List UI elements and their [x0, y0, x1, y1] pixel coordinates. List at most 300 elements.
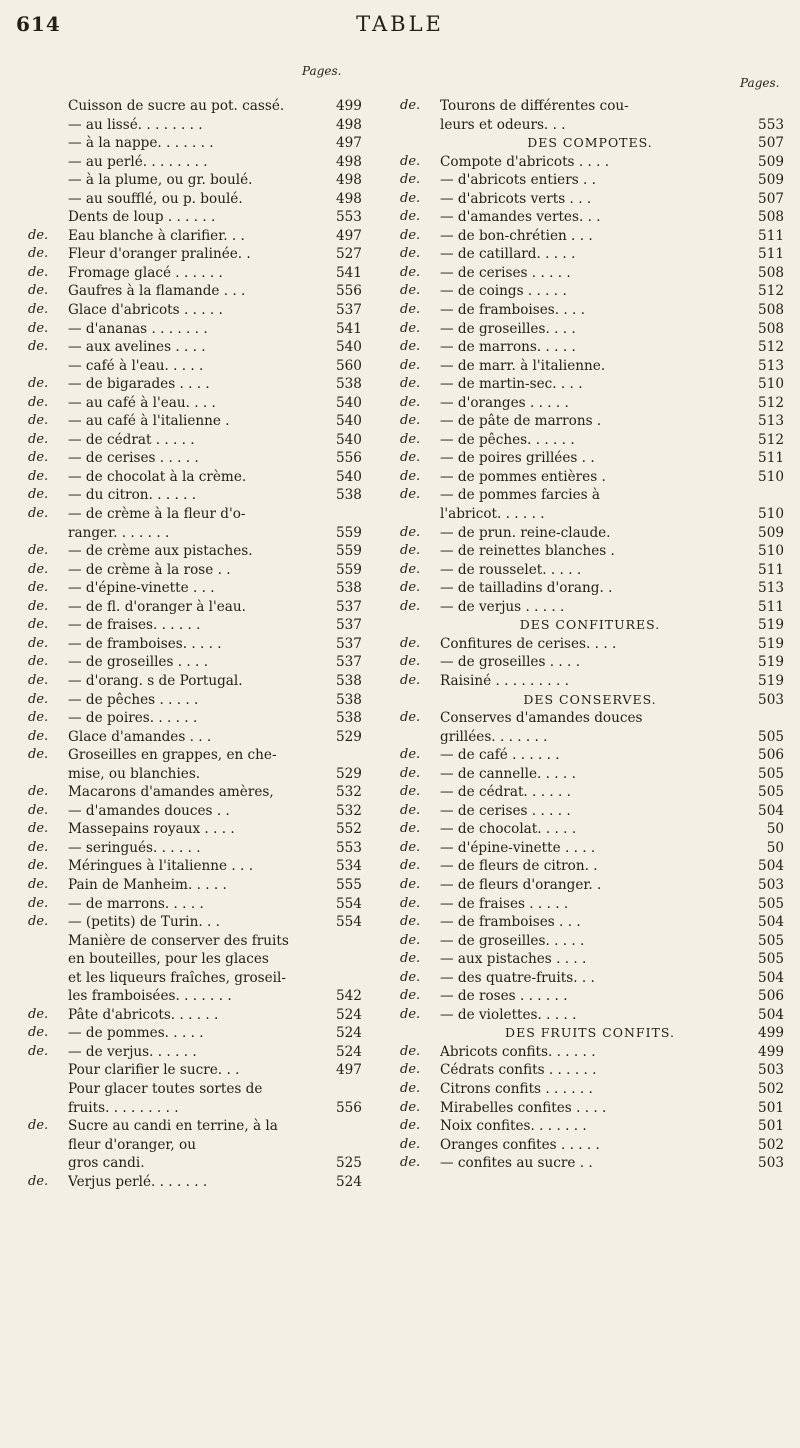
- ditto-mark: de.: [400, 654, 421, 670]
- index-entry: [400, 653, 784, 672]
- ditto-mark: de.: [400, 468, 421, 484]
- index-entry: [28, 1080, 380, 1099]
- entry-text: — de crème à la fleur d'o-: [68, 506, 246, 523]
- entry-text: — de cédrat. . . . . .: [440, 784, 571, 801]
- index-entry: [400, 468, 784, 487]
- index-entry: [28, 190, 380, 209]
- ditto-mark: de.: [28, 821, 49, 837]
- index-entry: [400, 969, 784, 988]
- ditto-mark: de.: [400, 839, 421, 855]
- index-entry: [28, 505, 380, 524]
- index-entry: [28, 691, 380, 710]
- entry-text: — (petits) de Turin. . .: [68, 914, 220, 931]
- ditto-mark: de.: [400, 431, 421, 447]
- entry-text: — de cannelle. . . . .: [440, 765, 576, 782]
- entry-page-number: 556: [336, 450, 362, 467]
- entry-page-number: 537: [336, 598, 362, 615]
- index-entry: [28, 542, 380, 561]
- ditto-mark: de.: [400, 1080, 421, 1096]
- entry-text: fruits. . . . . . . . .: [68, 1099, 179, 1116]
- entry-text: Abricots confits. . . . . .: [440, 1043, 596, 1060]
- entry-page-number: 503: [758, 876, 784, 893]
- entry-text: — d'épine-vinette . . . .: [440, 839, 596, 856]
- index-entry: [28, 449, 380, 468]
- entry-page-number: 540: [336, 339, 362, 356]
- index-entry: [400, 357, 784, 376]
- ditto-mark: de.: [28, 283, 49, 299]
- index-entry: [400, 561, 784, 580]
- entry-text: — de rousselet. . . . .: [440, 561, 582, 578]
- entry-page-number: 524: [336, 1006, 362, 1023]
- entry-text: mise, ou blanchies.: [68, 765, 201, 782]
- page-title: TABLE: [356, 12, 444, 36]
- index-entry: [400, 1117, 784, 1136]
- index-entry: [28, 116, 380, 135]
- ditto-mark: de.: [400, 710, 421, 726]
- entry-text: — de groseilles. . . .: [440, 320, 576, 337]
- entry-page-number: 504: [758, 858, 784, 875]
- entry-page-number: 510: [758, 376, 784, 393]
- entry-text: — de coings . . . . .: [440, 283, 567, 300]
- entry-page-number: 499: [758, 1043, 784, 1060]
- ditto-mark: de.: [28, 710, 49, 726]
- entry-text: — d'abricots entiers . .: [440, 172, 596, 189]
- index-entry: [28, 672, 380, 691]
- entry-page-number: 538: [336, 691, 362, 708]
- index-entry: [28, 524, 380, 543]
- index-entry: [400, 301, 784, 320]
- entry-text: — de cédrat . . . . .: [68, 431, 195, 448]
- index-entry: [400, 1154, 784, 1173]
- ditto-mark: de.: [400, 914, 421, 930]
- index-entry: [28, 412, 380, 431]
- entry-text: — de reinettes blanches .: [440, 543, 615, 560]
- index-entry: [400, 245, 784, 264]
- entry-text: — d'amandes douces . .: [68, 802, 230, 819]
- entry-text: — de fraises . . . . .: [440, 895, 569, 912]
- section-heading-text: DES FRUITS CONFITS.: [505, 1025, 675, 1041]
- index-entry: [400, 728, 784, 747]
- ditto-mark: de.: [28, 598, 49, 614]
- index-entry: [400, 264, 784, 283]
- ditto-mark: de.: [28, 1025, 49, 1041]
- index-entry: [28, 1173, 380, 1192]
- ditto-mark: de.: [28, 1043, 49, 1059]
- index-entry: [28, 765, 380, 784]
- ditto-mark: de.: [400, 858, 421, 874]
- ditto-mark: de.: [400, 413, 421, 429]
- entry-page-number: 497: [336, 135, 362, 152]
- entry-text: — de tailladins d'orang. .: [440, 580, 613, 597]
- ditto-mark: de.: [400, 209, 421, 225]
- index-entry: [400, 116, 784, 135]
- entry-text: gros candi.: [68, 1155, 145, 1172]
- index-entry: [28, 227, 380, 246]
- index-entry: [400, 97, 784, 116]
- entry-page-number: 505: [758, 951, 784, 968]
- entry-text: Glace d'abricots . . . . .: [68, 302, 223, 319]
- entry-text: — de pommes farcies à: [440, 487, 601, 504]
- entry-page-number: 504: [758, 802, 784, 819]
- index-entry: [400, 895, 784, 914]
- index-entry: [28, 579, 380, 598]
- entry-text: Sucre au candi en terrine, à la: [68, 1118, 278, 1135]
- entry-page-number: 534: [336, 858, 362, 875]
- index-entry: [28, 301, 380, 320]
- index-entry: [28, 709, 380, 728]
- index-entry: [28, 375, 380, 394]
- ditto-mark: de.: [28, 784, 49, 800]
- index-entry: [400, 375, 784, 394]
- ditto-mark: de.: [400, 246, 421, 262]
- index-entry: [400, 1099, 784, 1118]
- entry-text: — café à l'eau. . . . .: [68, 357, 204, 374]
- entry-page-number: 538: [336, 710, 362, 727]
- ditto-mark: de.: [400, 543, 421, 559]
- index-entry: [400, 1006, 784, 1025]
- right-index-column: [400, 97, 784, 1173]
- entry-text: Raisiné . . . . . . . . .: [440, 672, 569, 689]
- index-entry: [28, 728, 380, 747]
- index-entry: [400, 338, 784, 357]
- index-entry: [28, 431, 380, 450]
- entry-text: — de chocolat. . . . .: [440, 821, 577, 838]
- index-entry: [28, 820, 380, 839]
- index-entry: [400, 486, 784, 505]
- index-entry: [28, 1006, 380, 1025]
- ditto-mark: de.: [400, 1043, 421, 1059]
- entry-text: Mirabelles confites . . . .: [440, 1099, 607, 1116]
- ditto-mark: de.: [400, 1155, 421, 1171]
- ditto-mark: de.: [28, 802, 49, 818]
- entry-text: — de poires. . . . . .: [68, 710, 198, 727]
- entry-text: grillées. . . . . . .: [440, 728, 548, 745]
- entry-text: Gaufres à la flamande . . .: [68, 283, 246, 300]
- entry-page-number: 537: [336, 635, 362, 652]
- index-entry: [28, 598, 380, 617]
- entry-page-number: 553: [336, 839, 362, 856]
- entry-text: Groseilles en grappes, en che-: [68, 747, 277, 764]
- entry-page-number: 532: [336, 784, 362, 801]
- section-heading: [400, 1024, 784, 1043]
- entry-page-number: 541: [336, 320, 362, 337]
- entry-text: — de marrons. . . . .: [68, 895, 204, 912]
- entry-page-number: 511: [758, 561, 784, 578]
- entry-page-number: 524: [336, 1043, 362, 1060]
- entry-text: — de cerises . . . . .: [68, 450, 199, 467]
- index-entry: [28, 208, 380, 227]
- index-entry: [400, 227, 784, 246]
- ditto-mark: de.: [400, 1099, 421, 1115]
- index-entry: [28, 320, 380, 339]
- entry-text: — d'ananas . . . . . . .: [68, 320, 208, 337]
- index-entry: [400, 746, 784, 765]
- entry-page-number: 497: [336, 227, 362, 244]
- ditto-mark: de.: [400, 264, 421, 280]
- entry-page-number: 505: [758, 932, 784, 949]
- entry-text: — de groseilles . . . .: [440, 654, 581, 671]
- entry-text: en bouteilles, pour les glaces: [68, 951, 269, 968]
- index-entry: [28, 616, 380, 635]
- entry-text: — de groseilles . . . .: [68, 654, 209, 671]
- index-entry: [400, 913, 784, 932]
- index-entry: [28, 783, 380, 802]
- entry-page-number: 512: [758, 339, 784, 356]
- ditto-mark: de.: [28, 747, 49, 763]
- index-entry: [400, 320, 784, 339]
- ditto-mark: de.: [400, 951, 421, 967]
- ditto-mark: de.: [400, 1136, 421, 1152]
- ditto-mark: de.: [400, 153, 421, 169]
- index-entry: [400, 449, 784, 468]
- ditto-mark: de.: [28, 914, 49, 930]
- entry-text: — de fleurs de citron. .: [440, 858, 598, 875]
- index-entry: [28, 746, 380, 765]
- index-entry: [28, 282, 380, 301]
- entry-text: Pain de Manheim. . . . .: [68, 876, 227, 893]
- entry-page-number: 553: [758, 116, 784, 133]
- index-entry: [400, 171, 784, 190]
- entry-text: ranger. . . . . . .: [68, 524, 170, 541]
- entry-text: — de café . . . . . .: [440, 747, 560, 764]
- entry-page-number: 556: [336, 1099, 362, 1116]
- ditto-mark: de.: [400, 376, 421, 392]
- entry-page-number: 511: [758, 246, 784, 263]
- entry-text: Compote d'abricots . . . .: [440, 153, 610, 170]
- ditto-mark: de.: [400, 598, 421, 614]
- index-entry: [28, 802, 380, 821]
- index-entry: [28, 839, 380, 858]
- entry-page-number: 541: [336, 264, 362, 281]
- entry-page-number: 501: [758, 1118, 784, 1135]
- entry-page-number: 508: [758, 320, 784, 337]
- entry-page-number: 529: [336, 765, 362, 782]
- entry-page-number: 505: [758, 728, 784, 745]
- index-entry: [28, 876, 380, 895]
- entry-page-number: 507: [758, 135, 784, 152]
- ditto-mark: de.: [400, 394, 421, 410]
- ditto-mark: de.: [400, 876, 421, 892]
- entry-page-number: 510: [758, 543, 784, 560]
- index-entry: [400, 190, 784, 209]
- entry-text: — seringués. . . . . .: [68, 839, 201, 856]
- entry-page-number: 507: [758, 190, 784, 207]
- ditto-mark: de.: [400, 969, 421, 985]
- index-entry: [28, 969, 380, 988]
- index-entry: [400, 431, 784, 450]
- index-entry: [28, 1154, 380, 1173]
- entry-page-number: 506: [758, 747, 784, 764]
- entry-page-number: 540: [336, 468, 362, 485]
- ditto-mark: de.: [28, 413, 49, 429]
- section-heading: [400, 134, 784, 153]
- ditto-mark: de.: [400, 784, 421, 800]
- ditto-mark: de.: [28, 895, 49, 911]
- index-entry: [28, 561, 380, 580]
- entry-page-number: 508: [758, 209, 784, 226]
- entry-page-number: 512: [758, 283, 784, 300]
- index-entry: [28, 338, 380, 357]
- entry-text: — de fl. d'oranger à l'eau.: [68, 598, 246, 615]
- index-entry: [400, 635, 784, 654]
- index-entry: [400, 839, 784, 858]
- ditto-mark: de.: [400, 802, 421, 818]
- entry-text: — au café à l'eau. . . .: [68, 394, 216, 411]
- ditto-mark: de.: [400, 450, 421, 466]
- entry-page-number: 519: [758, 672, 784, 689]
- entry-text: — de pommes entières .: [440, 468, 606, 485]
- entry-page-number: 511: [758, 227, 784, 244]
- index-entry: [28, 245, 380, 264]
- index-entry: [28, 1099, 380, 1118]
- entry-text: — de bigarades . . . .: [68, 376, 210, 393]
- entry-page-number: 505: [758, 895, 784, 912]
- entry-page-number: 498: [336, 153, 362, 170]
- entry-text: Tourons de différentes cou-: [440, 98, 629, 114]
- index-entry: [400, 1061, 784, 1080]
- ditto-mark: de.: [28, 487, 49, 503]
- ditto-mark: de.: [400, 765, 421, 781]
- entry-text: — de framboises. . . .: [440, 302, 585, 319]
- ditto-mark: de.: [28, 1173, 49, 1189]
- ditto-mark: de.: [28, 1118, 49, 1134]
- entry-text: — de bon-chrétien . . .: [440, 227, 593, 244]
- entry-text: Cédrats confits . . . . . .: [440, 1062, 597, 1079]
- index-entry: [400, 876, 784, 895]
- ditto-mark: de.: [400, 98, 421, 113]
- entry-page-number: 540: [336, 413, 362, 430]
- entry-page-number: 504: [758, 969, 784, 986]
- entry-page-number: 498: [336, 172, 362, 189]
- page-number: 614: [16, 12, 61, 36]
- entry-page-number: 553: [336, 209, 362, 226]
- entry-text: Glace d'amandes . . .: [68, 728, 212, 745]
- entry-text: Eau blanche à clarifier. . .: [68, 227, 245, 244]
- ditto-mark: de.: [28, 654, 49, 670]
- entry-text: — de marr. à l'italienne.: [440, 357, 606, 374]
- entry-text: — à la plume, ou gr. boulé.: [68, 172, 253, 189]
- entry-page-number: 513: [758, 580, 784, 597]
- index-entry: [400, 820, 784, 839]
- index-entry: [28, 1024, 380, 1043]
- entry-text: — de pêches. . . . . .: [440, 431, 575, 448]
- index-entry: [28, 1061, 380, 1080]
- entry-text: — de pâte de marrons .: [440, 413, 602, 430]
- entry-page-number: 501: [758, 1099, 784, 1116]
- section-heading: [400, 616, 784, 635]
- index-entry: [400, 765, 784, 784]
- index-entry: [28, 932, 380, 951]
- entry-text: Pour clarifier le sucre. . .: [68, 1062, 240, 1079]
- entry-text: les framboisées. . . . . . .: [68, 988, 232, 1005]
- entry-text: — de cerises . . . . .: [440, 264, 571, 281]
- entry-page-number: 508: [758, 264, 784, 281]
- entry-text: — de groseilles. . . . .: [440, 932, 585, 949]
- entry-page-number: 538: [336, 672, 362, 689]
- entry-page-number: 502: [758, 1136, 784, 1153]
- entry-text: Citrons confits . . . . . .: [440, 1080, 593, 1097]
- ditto-mark: de.: [28, 468, 49, 484]
- index-entry: [400, 1136, 784, 1155]
- entry-text: — des quatre-fruits. . .: [440, 969, 595, 986]
- index-entry: [28, 468, 380, 487]
- entry-text: — aux pistaches . . . .: [440, 951, 587, 968]
- ditto-mark: de.: [400, 227, 421, 243]
- ditto-mark: de.: [400, 561, 421, 577]
- index-entry: [400, 153, 784, 172]
- index-entry: [28, 653, 380, 672]
- entry-text: — d'orang. s de Portugal.: [68, 672, 243, 689]
- index-entry: [400, 1043, 784, 1062]
- entry-text: Méringues à l'italienne . . .: [68, 858, 254, 875]
- ditto-mark: de.: [400, 1062, 421, 1078]
- entry-page-number: 513: [758, 357, 784, 374]
- entry-page-number: 511: [758, 450, 784, 467]
- entry-text: — d'abricots verts . . .: [440, 190, 592, 207]
- index-entry: [28, 1043, 380, 1062]
- entry-text: fleur d'oranger, ou: [68, 1136, 196, 1153]
- entry-page-number: 50: [766, 839, 784, 856]
- entry-page-number: 503: [758, 1062, 784, 1079]
- entry-page-number: 559: [336, 561, 362, 578]
- entry-page-number: 498: [336, 116, 362, 133]
- section-heading-text: DES COMPOTES.: [527, 135, 653, 151]
- index-entry: [400, 208, 784, 227]
- entry-page-number: 537: [336, 654, 362, 671]
- entry-text: — du citron. . . . . .: [68, 487, 197, 504]
- entry-text: Dents de loup . . . . . .: [68, 209, 216, 226]
- entry-page-number: 511: [758, 598, 784, 615]
- entry-text: — de fleurs d'oranger. .: [440, 876, 602, 893]
- entry-text: — de crème à la rose . .: [68, 561, 231, 578]
- ditto-mark: de.: [400, 302, 421, 318]
- entry-page-number: 502: [758, 1080, 784, 1097]
- entry-text: — de chocolat à la crème.: [68, 468, 247, 485]
- ditto-mark: de.: [400, 932, 421, 948]
- entry-text: — de catillard. . . . .: [440, 246, 576, 263]
- left-pages-header: Pages.: [302, 64, 342, 78]
- entry-page-number: 512: [758, 431, 784, 448]
- entry-page-number: 499: [336, 98, 362, 114]
- entry-text: — de marrons. . . . .: [440, 339, 576, 356]
- ditto-mark: de.: [400, 672, 421, 688]
- entry-text: — de violettes. . . . .: [440, 1006, 577, 1023]
- index-entry: [400, 932, 784, 951]
- index-entry: [28, 895, 380, 914]
- entry-text: leurs et odeurs. . .: [440, 116, 566, 133]
- ditto-mark: de.: [28, 450, 49, 466]
- entry-text: — de verjus. . . . . .: [68, 1043, 197, 1060]
- ditto-mark: de.: [28, 339, 49, 355]
- index-entry: [28, 913, 380, 932]
- index-entry: [28, 1136, 380, 1155]
- entry-page-number: 50: [766, 821, 784, 838]
- entry-text: Macarons d'amandes amères,: [68, 784, 274, 801]
- ditto-mark: de.: [28, 246, 49, 262]
- entry-text: — de verjus . . . . .: [440, 598, 565, 615]
- ditto-mark: de.: [400, 635, 421, 651]
- entry-page-number: 537: [336, 302, 362, 319]
- entry-page-number: 503: [758, 691, 784, 708]
- ditto-mark: de.: [28, 617, 49, 633]
- entry-text: — de martin-sec. . . .: [440, 376, 583, 393]
- index-entry: [28, 97, 380, 116]
- ditto-mark: de.: [28, 876, 49, 892]
- entry-page-number: 505: [758, 765, 784, 782]
- entry-page-number: 504: [758, 1006, 784, 1023]
- ditto-mark: de.: [400, 190, 421, 206]
- index-entry: [28, 171, 380, 190]
